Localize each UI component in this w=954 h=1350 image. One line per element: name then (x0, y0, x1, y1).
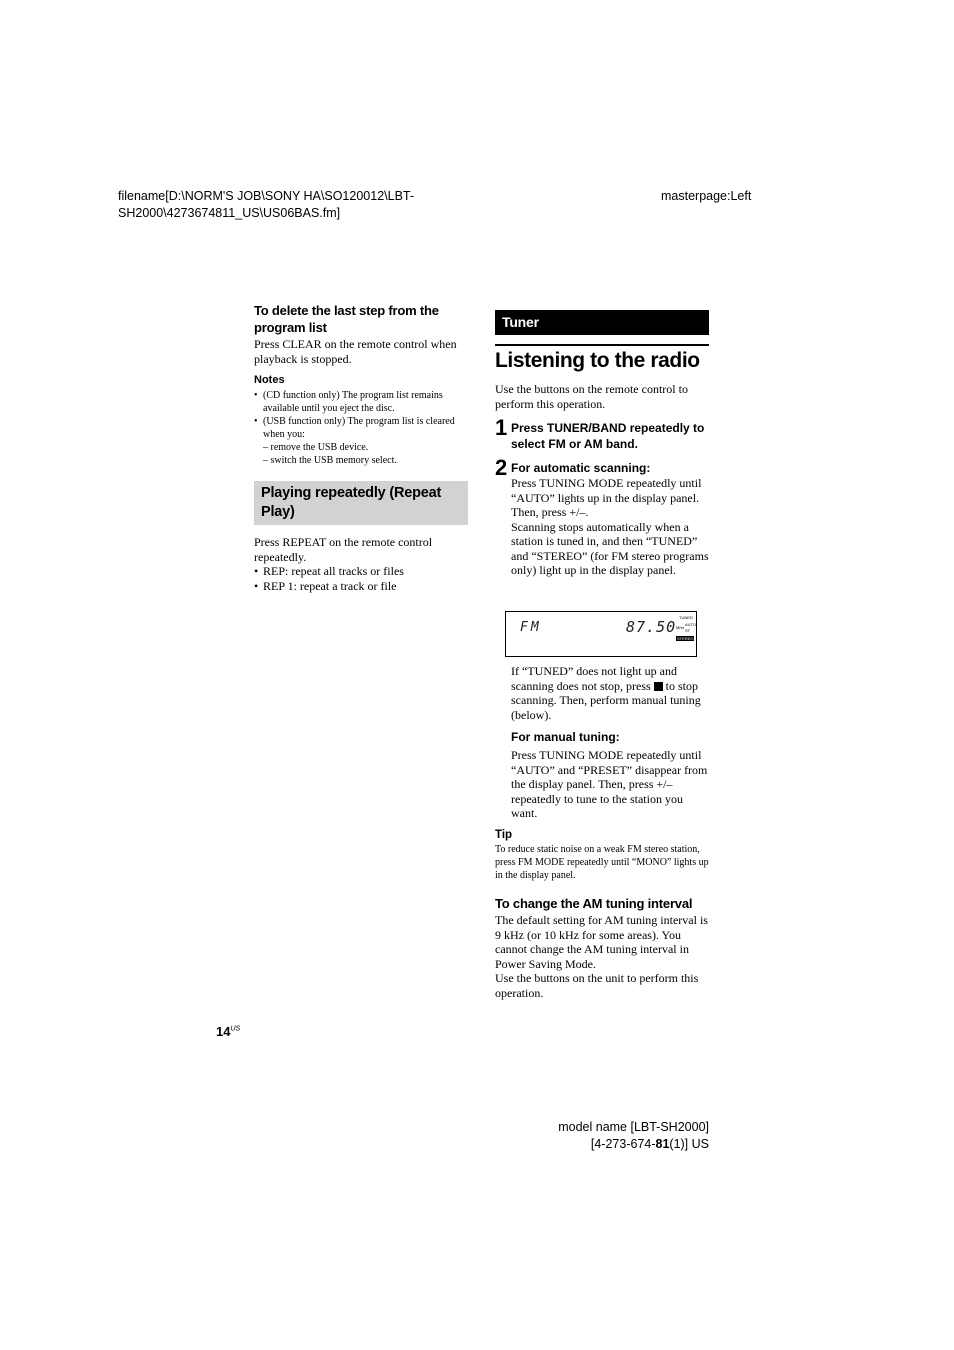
intro-text: Use the buttons on the remote control to perform this operation. (495, 382, 688, 411)
note-item: • (USB function only) The program list is cleared when you: (254, 415, 468, 441)
repeat-list (254, 564, 468, 593)
step-2-continued (511, 664, 709, 821)
step-2-number: 2 (495, 455, 508, 480)
manual-heading: For manual tuning: (511, 730, 620, 744)
model-name: model name [LBT-SH2000] (558, 1120, 709, 1134)
step-1-text: Press TUNER/BAND repeatedly to select FM or AM band. (511, 421, 705, 451)
notes-list (254, 389, 468, 441)
header-masterpage: masterpage:Left (661, 189, 752, 203)
repeat-text: Press REPEAT on the remote control repeatedly. (254, 535, 433, 564)
note-item: • (CD function only) The program list remains available until you eject the disc. (254, 389, 468, 415)
code-bold: 81 (655, 1137, 670, 1151)
tip-and-am (495, 828, 709, 1000)
display-indicator-auto: AUTO (685, 622, 697, 627)
stop-icon (654, 682, 663, 691)
section-label: Tuner (502, 314, 539, 330)
note-sub-item: – remove the USB device. (263, 442, 369, 453)
step-2 (495, 455, 709, 578)
delete-heading: To delete the last step from the program list (254, 303, 439, 335)
notes-heading: Notes (254, 374, 285, 386)
repeat-heading-box (254, 481, 468, 525)
section-bar (495, 310, 709, 335)
tuned-note (511, 664, 709, 722)
right-column (495, 310, 709, 578)
filename-line-1: filename[D:\NORM'S JOB\SONY HA\SO120012\LBT- (118, 189, 415, 203)
code-prefix: [4-273-674- (590, 1137, 656, 1151)
page-number (216, 1024, 240, 1039)
note-sub-item: – switch the USB memory select. (263, 455, 397, 466)
repeat-item: • REP 1: repeat a track or file (254, 579, 468, 594)
footer-model (520, 1119, 709, 1153)
tip-text: To reduce static noise on a weak FM stereo station, press FM MODE repeatedly until “MONO” lights up in the display panel. (495, 844, 709, 881)
repeat-heading: Playing repeatedly (Repeat Play) (261, 485, 442, 520)
tuned-note-b: to stop scanning. Then, perform manual tuning (below). (511, 678, 701, 722)
display-panel (505, 611, 697, 657)
tuned-note-a: If “TUNED” does not light up and scanning does not stop, press (511, 664, 677, 693)
display-band: FM (520, 620, 542, 635)
manual-text: Press TUNING MODE repeatedly until “AUTO” and “PRESET” disappear from the display panel. Then, press +/– repeatedly to tune to the station you want. (511, 748, 708, 820)
title-rule (495, 344, 709, 346)
page-number-value: 14 (216, 1024, 231, 1039)
display-indicator-mhz: MHz (676, 625, 685, 630)
delete-text: Press CLEAR on the remote control when playback is stopped. (254, 337, 457, 366)
step-1 (495, 415, 709, 452)
page-title: Listening to the radio (495, 349, 700, 372)
display-frequency: 87.50 (626, 618, 677, 636)
code-suffix: (1)] US (669, 1137, 709, 1151)
am-heading: To change the AM tuning interval (495, 896, 693, 911)
step-2-text: Press TUNING MODE repeatedly until “AUTO” lights up in the display panel. Then, press +/–. (511, 476, 702, 519)
filename-line-2: SH2000\4273674811_US\US06BAS.fm] (118, 206, 341, 220)
display-indicator-stereo: STEREO (677, 636, 694, 641)
header-filename (118, 188, 478, 222)
step-2-text-2: Scanning stops automatically when a station is tuned in, and then “TUNED” and “STEREO” (for FM stereo programs only) light up in the display panel. (511, 519, 709, 577)
model-code (520, 1136, 709, 1153)
page-number-suffix: US (230, 1025, 241, 1033)
display-indicator-tuned: TUNED (679, 615, 693, 620)
repeat-item: • REP: repeat all tracks or files (254, 564, 468, 579)
left-column (254, 302, 468, 593)
am-text-2: Use the buttons on the unit to perform this operation. (495, 971, 699, 1000)
step-1-number: 1 (495, 415, 508, 440)
display-indicator-st: ST (685, 628, 691, 633)
am-text: The default setting for AM tuning interval is 9 kHz (or 10 kHz for some areas). You cannot change the AM tuning interval in Power Saving Mode. (495, 913, 708, 971)
step-2-heading: For automatic scanning: (511, 461, 651, 475)
tip-heading: Tip (495, 829, 513, 841)
